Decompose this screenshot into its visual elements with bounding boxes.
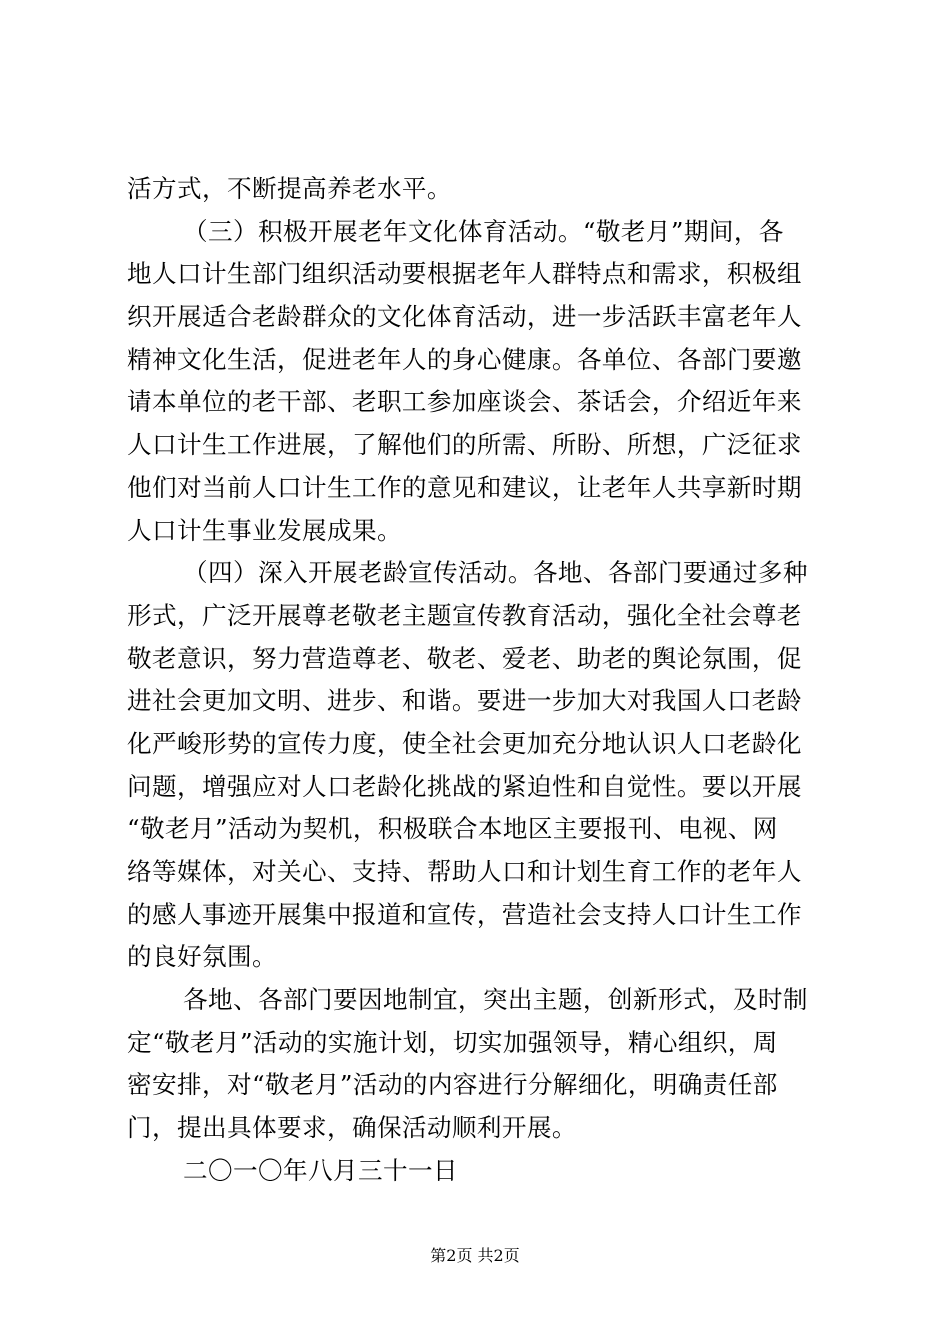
text-line: 活方式，不断提高养老水平。	[127, 174, 452, 203]
text-line: 门，提出具体要求，确保活动顺利开展。	[127, 1113, 577, 1143]
paragraph-start-line: 各地、各部门要因地制宜，突出主题，创新形式，及时制	[183, 985, 808, 1015]
text-line: 化严峻形势的宣传力度，使全社会更加充分地认识人口老龄化	[127, 728, 802, 758]
paragraph-heading-line: （三）积极开展老年文化体育活动。“敬老月”期间，各	[183, 216, 784, 246]
text-line: 形式，广泛开展尊老敬老主题宣传教育活动，强化全社会尊老	[127, 600, 802, 630]
text-line: “敬老月”活动为契机，积极联合本地区主要报刊、电视、网	[127, 814, 778, 844]
text-line: 人口计生事业发展成果。	[127, 515, 402, 545]
text-line: 织开展适合老龄群众的文化体育活动，进一步活跃丰富老年人	[127, 302, 802, 332]
text-line: 人口计生工作进展，了解他们的所需、所盼、所想，广泛征求	[127, 430, 802, 460]
document-body	[127, 168, 833, 1193]
text-line: 地人口计生部门组织活动要根据老年人群特点和需求，积极组	[127, 259, 802, 289]
text-line: 的良好氛围。	[127, 942, 277, 972]
paragraph-heading-line: （四）深入开展老龄宣传活动。各地、各部门要通过多种	[183, 558, 808, 588]
date-line: 二〇一〇年八月三十一日	[183, 1155, 458, 1185]
text-line: 的感人事迹开展集中报道和宣传，营造社会支持人口计生工作	[127, 899, 802, 929]
text-line: 精神文化生活，促进老年人的身心健康。各单位、各部门要邀	[127, 344, 802, 374]
text-line: 络等媒体，对关心、支持、帮助人口和计划生育工作的老年人	[127, 857, 802, 886]
text-line: 密安排，对“敬老月”活动的内容进行分解细化，明确责任部	[127, 1070, 778, 1100]
text-line: 定“敬老月”活动的实施计划，切实加强领导，精心组织，周	[127, 1027, 778, 1057]
text-line: 请本单位的老干部、老职工参加座谈会、茶话会，介绍近年来	[127, 387, 802, 417]
text-line: 他们对当前人口计生工作的意见和建议，让老年人共享新时期	[127, 472, 802, 502]
text-line: 问题，增强应对人口老龄化挑战的紧迫性和自觉性。要以开展	[127, 771, 802, 801]
text-line: 敬老意识，努力营造尊老、敬老、爱老、助老的舆论氛围，促	[127, 643, 802, 673]
text-line: 进社会更加文明、进步、和谐。要进一步加大对我国人口老龄	[127, 686, 802, 716]
page-number-footer: 第2页 共2页	[430, 1246, 520, 1265]
